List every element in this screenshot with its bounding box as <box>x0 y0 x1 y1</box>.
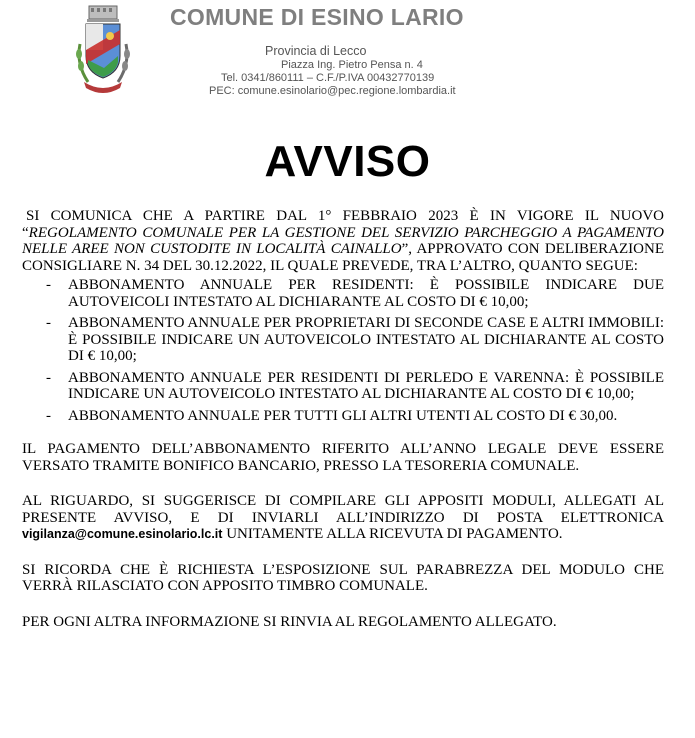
list-item-text: ABBONAMENTO ANNUALE PER TUTTI GLI ALTRI UTENTI AL COSTO DI € 30,00. <box>68 407 618 424</box>
notice-title: AVVISO <box>264 137 431 186</box>
bullet-dash: - <box>46 277 51 293</box>
email-link[interactable]: vigilanza@comune.esinolario.lc.it <box>22 527 223 541</box>
bullet-dash: - <box>46 407 51 424</box>
provincia: Provincia di Lecco <box>265 44 367 58</box>
notice-body <box>22 208 664 630</box>
suggest-text-after: UNITAMENTE ALLA RICEVUTA DI PAGAMENTO. <box>222 526 563 542</box>
list-item-text: ABBONAMENTO ANNUALE PER PROPRIETARI DI SECONDE CASE E ALTRI IMMOBILI: È POSSIBILE INDICARE UN AUTOVEICOLO INTESTATO AL DICHIARANTE AL COSTO DI € 10,00; <box>68 315 664 364</box>
subscription-list <box>22 277 664 424</box>
display-paragraph: SI RICORDA CHE È RICHIESTA L’ESPOSIZIONE SUL PARABREZZA DEL MODULO CHE VERRÀ RILASCIATO CON APPOSITO TIMBRO COMUNALE. <box>22 561 664 594</box>
list-item-text: ABBONAMENTO ANNUALE PER RESIDENTI DI PERLEDO E VARENNA: È POSSIBILE INDICARE UN AUTOVEICOLO INTESTATO AL DICHIARANTE AL COSTO DI € 10,00; <box>68 369 664 402</box>
suggest-text-before: AL RIGUARDO, SI SUGGERISCE DI COMPILARE GLI APPOSITI MODULI, ALLEGATI AL PRESENTE AVVISO, E DI INVIARLI ALL’INDIRIZZO DI POSTA ELETTRONICA <box>22 493 664 526</box>
list-item <box>22 315 664 365</box>
payment-paragraph: IL PAGAMENTO DELL’ABBONAMENTO RIFERITO ALL’ANNO LEGALE DEVE ESSERE VERSATO TRAMITE BONIFICO BANCARIO, PRESSO LA TESORERIA COMUNALE. <box>22 441 664 474</box>
intro-text-after: ”, APPROVATO CON DELIBERAZIONE CONSIGLIARE N. 34 DEL 30.12.2022, IL QUALE PREVEDE, TRA L’ALTRO, QUANTO SEGUE: <box>22 241 665 274</box>
list-item <box>22 408 664 425</box>
letterhead <box>0 0 695 110</box>
coat-of-arms-icon <box>70 4 136 98</box>
contacts: Tel. 0341/860111 – C.F./P.IVA 00432770139 <box>221 72 435 84</box>
list-item-text: ABBONAMENTO ANNUALE PER RESIDENTI: È POSSIBILE INDICARE DUE AUTOVEICOLI INTESTATO AL DICHIARANTE AL COSTO DI € 10,00; <box>68 277 664 310</box>
bullet-dash: - <box>46 315 51 331</box>
list-item <box>22 277 664 310</box>
comune-name: COMUNE DI ESINO LARIO <box>170 4 464 30</box>
address: Piazza Ing. Pietro Pensa n. 4 <box>281 59 423 71</box>
info-paragraph: PER OGNI ALTRA INFORMAZIONE SI RINVIA AL REGOLAMENTO ALLEGATO. <box>22 613 557 630</box>
pec-address: PEC: comune.esinolario@pec.regione.lombardia.it <box>209 85 456 97</box>
intro-paragraph <box>22 208 664 274</box>
intro-text-before: SI COMUNICA CHE A PARTIRE DAL 1° FEBBRAIO 2023 È IN VIGORE IL NUOVO “ <box>22 208 664 241</box>
list-item <box>22 370 664 403</box>
suggest-paragraph <box>22 493 664 543</box>
bullet-dash: - <box>46 369 51 386</box>
regulation-title: REGOLAMENTO COMUNALE PER LA GESTIONE DEL SERVIZIO PARCHEGGIO A PAGAMENTO NELLE AREE NON CUSTODITE IN LOCALITÀ CAINALLO <box>22 224 664 257</box>
